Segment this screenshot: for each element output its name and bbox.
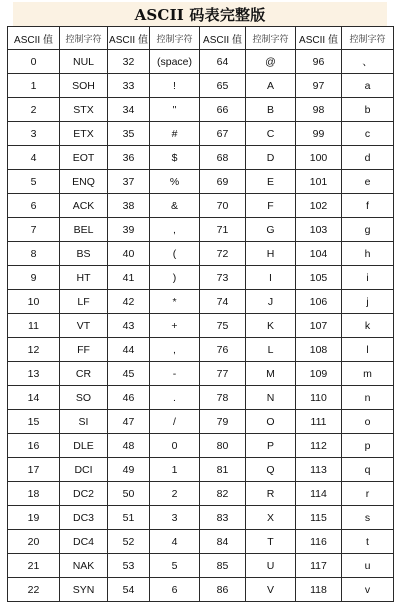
control-char-cell: i bbox=[342, 266, 394, 290]
control-char-cell: , bbox=[150, 218, 200, 242]
table-row bbox=[8, 266, 394, 290]
ascii-value-cell: 44 bbox=[108, 338, 150, 362]
ascii-value-cell: 73 bbox=[200, 266, 246, 290]
table-row bbox=[8, 578, 394, 602]
control-char-cell: e bbox=[342, 170, 394, 194]
ascii-value-cell: 1 bbox=[8, 74, 60, 98]
control-char-cell: 、 bbox=[342, 50, 394, 74]
control-char-cell: @ bbox=[246, 50, 296, 74]
header-ascii-value: ASCII 值 bbox=[200, 27, 246, 50]
control-char-cell: v bbox=[342, 578, 394, 602]
ascii-value-cell: 75 bbox=[200, 314, 246, 338]
ascii-value-cell: 39 bbox=[108, 218, 150, 242]
ascii-value-cell: 109 bbox=[296, 362, 342, 386]
ascii-value-cell: 68 bbox=[200, 146, 246, 170]
ascii-value-cell: 53 bbox=[108, 554, 150, 578]
control-char-cell: H bbox=[246, 242, 296, 266]
ascii-value-cell: 40 bbox=[108, 242, 150, 266]
control-char-cell: DC4 bbox=[60, 530, 108, 554]
control-char-cell: + bbox=[150, 314, 200, 338]
ascii-value-cell: 12 bbox=[8, 338, 60, 362]
control-char-cell: . bbox=[150, 386, 200, 410]
ascii-value-cell: 108 bbox=[296, 338, 342, 362]
control-char-cell: a bbox=[342, 74, 394, 98]
ascii-value-cell: 76 bbox=[200, 338, 246, 362]
ascii-value-cell: 103 bbox=[296, 218, 342, 242]
ascii-value-cell: 37 bbox=[108, 170, 150, 194]
control-char-cell: ACK bbox=[60, 194, 108, 218]
control-char-cell: BEL bbox=[60, 218, 108, 242]
control-char-cell: NUL bbox=[60, 50, 108, 74]
ascii-value-cell: 36 bbox=[108, 146, 150, 170]
control-char-cell: 4 bbox=[150, 530, 200, 554]
ascii-value-cell: 116 bbox=[296, 530, 342, 554]
control-char-cell: m bbox=[342, 362, 394, 386]
ascii-value-cell: 112 bbox=[296, 434, 342, 458]
ascii-value-cell: 21 bbox=[8, 554, 60, 578]
control-char-cell: M bbox=[246, 362, 296, 386]
header-control-char: 控制字符 bbox=[246, 27, 296, 50]
ascii-value-cell: 2 bbox=[8, 98, 60, 122]
ascii-value-cell: 111 bbox=[296, 410, 342, 434]
ascii-value-cell: 34 bbox=[108, 98, 150, 122]
header-control-char: 控制字符 bbox=[150, 27, 200, 50]
control-char-cell: VT bbox=[60, 314, 108, 338]
control-char-cell: ! bbox=[150, 74, 200, 98]
control-char-cell: SOH bbox=[60, 74, 108, 98]
table-row bbox=[8, 98, 394, 122]
ascii-value-cell: 70 bbox=[200, 194, 246, 218]
ascii-value-cell: 79 bbox=[200, 410, 246, 434]
control-char-cell: t bbox=[342, 530, 394, 554]
ascii-value-cell: 17 bbox=[8, 458, 60, 482]
ascii-value-cell: 97 bbox=[296, 74, 342, 98]
table-row bbox=[8, 194, 394, 218]
ascii-value-cell: 107 bbox=[296, 314, 342, 338]
ascii-value-cell: 84 bbox=[200, 530, 246, 554]
table-row bbox=[8, 386, 394, 410]
ascii-value-cell: 45 bbox=[108, 362, 150, 386]
table-row bbox=[8, 170, 394, 194]
title-bar bbox=[13, 2, 387, 26]
table-row bbox=[8, 338, 394, 362]
ascii-value-cell: 100 bbox=[296, 146, 342, 170]
control-char-cell: DCI bbox=[60, 458, 108, 482]
ascii-value-cell: 102 bbox=[296, 194, 342, 218]
control-char-cell: HT bbox=[60, 266, 108, 290]
ascii-value-cell: 110 bbox=[296, 386, 342, 410]
control-char-cell: EOT bbox=[60, 146, 108, 170]
ascii-value-cell: 117 bbox=[296, 554, 342, 578]
ascii-value-cell: 118 bbox=[296, 578, 342, 602]
ascii-value-cell: 48 bbox=[108, 434, 150, 458]
ascii-value-cell: 38 bbox=[108, 194, 150, 218]
control-char-cell: * bbox=[150, 290, 200, 314]
control-char-cell: V bbox=[246, 578, 296, 602]
control-char-cell: l bbox=[342, 338, 394, 362]
ascii-value-cell: 86 bbox=[200, 578, 246, 602]
table-row bbox=[8, 50, 394, 74]
ascii-value-cell: 41 bbox=[108, 266, 150, 290]
ascii-value-cell: 15 bbox=[8, 410, 60, 434]
ascii-value-cell: 66 bbox=[200, 98, 246, 122]
control-char-cell: LF bbox=[60, 290, 108, 314]
ascii-value-cell: 46 bbox=[108, 386, 150, 410]
table-row bbox=[8, 434, 394, 458]
ascii-value-cell: 4 bbox=[8, 146, 60, 170]
control-char-cell: , bbox=[150, 338, 200, 362]
control-char-cell: p bbox=[342, 434, 394, 458]
ascii-table bbox=[7, 26, 394, 602]
page-title: ASCII 码表完整版 bbox=[134, 5, 266, 24]
control-char-cell: DC3 bbox=[60, 506, 108, 530]
control-char-cell: d bbox=[342, 146, 394, 170]
control-char-cell: 2 bbox=[150, 482, 200, 506]
ascii-value-cell: 16 bbox=[8, 434, 60, 458]
ascii-value-cell: 114 bbox=[296, 482, 342, 506]
table-row bbox=[8, 530, 394, 554]
ascii-value-cell: 67 bbox=[200, 122, 246, 146]
ascii-value-cell: 96 bbox=[296, 50, 342, 74]
ascii-value-cell: 5 bbox=[8, 170, 60, 194]
ascii-value-cell: 35 bbox=[108, 122, 150, 146]
ascii-value-cell: 8 bbox=[8, 242, 60, 266]
ascii-value-cell: 0 bbox=[8, 50, 60, 74]
control-char-cell: SI bbox=[60, 410, 108, 434]
control-char-cell: o bbox=[342, 410, 394, 434]
table-header-row bbox=[8, 27, 394, 50]
header-control-char: 控制字符 bbox=[342, 27, 394, 50]
ascii-value-cell: 69 bbox=[200, 170, 246, 194]
control-char-cell: n bbox=[342, 386, 394, 410]
control-char-cell: - bbox=[150, 362, 200, 386]
control-char-cell: N bbox=[246, 386, 296, 410]
table-row bbox=[8, 506, 394, 530]
table-row bbox=[8, 482, 394, 506]
table-row bbox=[8, 410, 394, 434]
ascii-value-cell: 42 bbox=[108, 290, 150, 314]
control-char-cell: f bbox=[342, 194, 394, 218]
control-char-cell: ( bbox=[150, 242, 200, 266]
ascii-value-cell: 18 bbox=[8, 482, 60, 506]
control-char-cell: q bbox=[342, 458, 394, 482]
ascii-value-cell: 13 bbox=[8, 362, 60, 386]
control-char-cell: 0 bbox=[150, 434, 200, 458]
control-char-cell: s bbox=[342, 506, 394, 530]
ascii-value-cell: 83 bbox=[200, 506, 246, 530]
ascii-value-cell: 81 bbox=[200, 458, 246, 482]
ascii-value-cell: 33 bbox=[108, 74, 150, 98]
ascii-value-cell: 105 bbox=[296, 266, 342, 290]
control-char-cell: k bbox=[342, 314, 394, 338]
ascii-value-cell: 22 bbox=[8, 578, 60, 602]
table-row bbox=[8, 314, 394, 338]
control-char-cell: DLE bbox=[60, 434, 108, 458]
ascii-value-cell: 7 bbox=[8, 218, 60, 242]
ascii-value-cell: 104 bbox=[296, 242, 342, 266]
control-char-cell: u bbox=[342, 554, 394, 578]
table-row bbox=[8, 458, 394, 482]
ascii-value-cell: 65 bbox=[200, 74, 246, 98]
control-char-cell: g bbox=[342, 218, 394, 242]
table-row bbox=[8, 362, 394, 386]
control-char-cell: & bbox=[150, 194, 200, 218]
ascii-value-cell: 3 bbox=[8, 122, 60, 146]
control-char-cell: D bbox=[246, 146, 296, 170]
control-char-cell: # bbox=[150, 122, 200, 146]
header-ascii-value: ASCII 值 bbox=[296, 27, 342, 50]
ascii-value-cell: 32 bbox=[108, 50, 150, 74]
control-char-cell: A bbox=[246, 74, 296, 98]
ascii-value-cell: 19 bbox=[8, 506, 60, 530]
control-char-cell: (space) bbox=[150, 50, 200, 74]
table-row bbox=[8, 554, 394, 578]
table-row bbox=[8, 290, 394, 314]
header-ascii-value: ASCII 值 bbox=[108, 27, 150, 50]
control-char-cell: G bbox=[246, 218, 296, 242]
ascii-value-cell: 80 bbox=[200, 434, 246, 458]
ascii-value-cell: 71 bbox=[200, 218, 246, 242]
ascii-value-cell: 77 bbox=[200, 362, 246, 386]
control-char-cell: 1 bbox=[150, 458, 200, 482]
control-char-cell: Q bbox=[246, 458, 296, 482]
ascii-value-cell: 9 bbox=[8, 266, 60, 290]
control-char-cell: c bbox=[342, 122, 394, 146]
control-char-cell: DC2 bbox=[60, 482, 108, 506]
control-char-cell: j bbox=[342, 290, 394, 314]
control-char-cell: STX bbox=[60, 98, 108, 122]
control-char-cell: E bbox=[246, 170, 296, 194]
ascii-value-cell: 20 bbox=[8, 530, 60, 554]
table-row bbox=[8, 122, 394, 146]
control-char-cell: 3 bbox=[150, 506, 200, 530]
ascii-value-cell: 113 bbox=[296, 458, 342, 482]
control-char-cell: CR bbox=[60, 362, 108, 386]
table-row bbox=[8, 218, 394, 242]
control-char-cell: " bbox=[150, 98, 200, 122]
ascii-value-cell: 101 bbox=[296, 170, 342, 194]
control-char-cell: FF bbox=[60, 338, 108, 362]
ascii-value-cell: 78 bbox=[200, 386, 246, 410]
control-char-cell: BS bbox=[60, 242, 108, 266]
ascii-value-cell: 11 bbox=[8, 314, 60, 338]
control-char-cell: U bbox=[246, 554, 296, 578]
control-char-cell: T bbox=[246, 530, 296, 554]
ascii-value-cell: 43 bbox=[108, 314, 150, 338]
control-char-cell: B bbox=[246, 98, 296, 122]
control-char-cell: O bbox=[246, 410, 296, 434]
ascii-value-cell: 51 bbox=[108, 506, 150, 530]
control-char-cell: P bbox=[246, 434, 296, 458]
control-char-cell: $ bbox=[150, 146, 200, 170]
ascii-value-cell: 54 bbox=[108, 578, 150, 602]
table-row bbox=[8, 242, 394, 266]
ascii-value-cell: 85 bbox=[200, 554, 246, 578]
control-char-cell: L bbox=[246, 338, 296, 362]
ascii-value-cell: 49 bbox=[108, 458, 150, 482]
control-char-cell: ENQ bbox=[60, 170, 108, 194]
control-char-cell: % bbox=[150, 170, 200, 194]
header-ascii-value: ASCII 值 bbox=[8, 27, 60, 50]
ascii-value-cell: 82 bbox=[200, 482, 246, 506]
ascii-value-cell: 6 bbox=[8, 194, 60, 218]
control-char-cell: 5 bbox=[150, 554, 200, 578]
control-char-cell: h bbox=[342, 242, 394, 266]
ascii-value-cell: 50 bbox=[108, 482, 150, 506]
ascii-value-cell: 99 bbox=[296, 122, 342, 146]
control-char-cell: ETX bbox=[60, 122, 108, 146]
control-char-cell: SO bbox=[60, 386, 108, 410]
control-char-cell: r bbox=[342, 482, 394, 506]
ascii-value-cell: 14 bbox=[8, 386, 60, 410]
ascii-value-cell: 64 bbox=[200, 50, 246, 74]
ascii-value-cell: 52 bbox=[108, 530, 150, 554]
control-char-cell: / bbox=[150, 410, 200, 434]
ascii-value-cell: 115 bbox=[296, 506, 342, 530]
ascii-value-cell: 10 bbox=[8, 290, 60, 314]
control-char-cell: b bbox=[342, 98, 394, 122]
table-row bbox=[8, 74, 394, 98]
control-char-cell: R bbox=[246, 482, 296, 506]
control-char-cell: SYN bbox=[60, 578, 108, 602]
control-char-cell: J bbox=[246, 290, 296, 314]
ascii-value-cell: 47 bbox=[108, 410, 150, 434]
control-char-cell: ) bbox=[150, 266, 200, 290]
control-char-cell: X bbox=[246, 506, 296, 530]
ascii-value-cell: 72 bbox=[200, 242, 246, 266]
ascii-value-cell: 98 bbox=[296, 98, 342, 122]
table-body bbox=[8, 50, 394, 602]
control-char-cell: F bbox=[246, 194, 296, 218]
control-char-cell: NAK bbox=[60, 554, 108, 578]
ascii-value-cell: 74 bbox=[200, 290, 246, 314]
header-control-char: 控制字符 bbox=[60, 27, 108, 50]
control-char-cell: 6 bbox=[150, 578, 200, 602]
control-char-cell: I bbox=[246, 266, 296, 290]
control-char-cell: K bbox=[246, 314, 296, 338]
ascii-value-cell: 106 bbox=[296, 290, 342, 314]
control-char-cell: C bbox=[246, 122, 296, 146]
table-row bbox=[8, 146, 394, 170]
